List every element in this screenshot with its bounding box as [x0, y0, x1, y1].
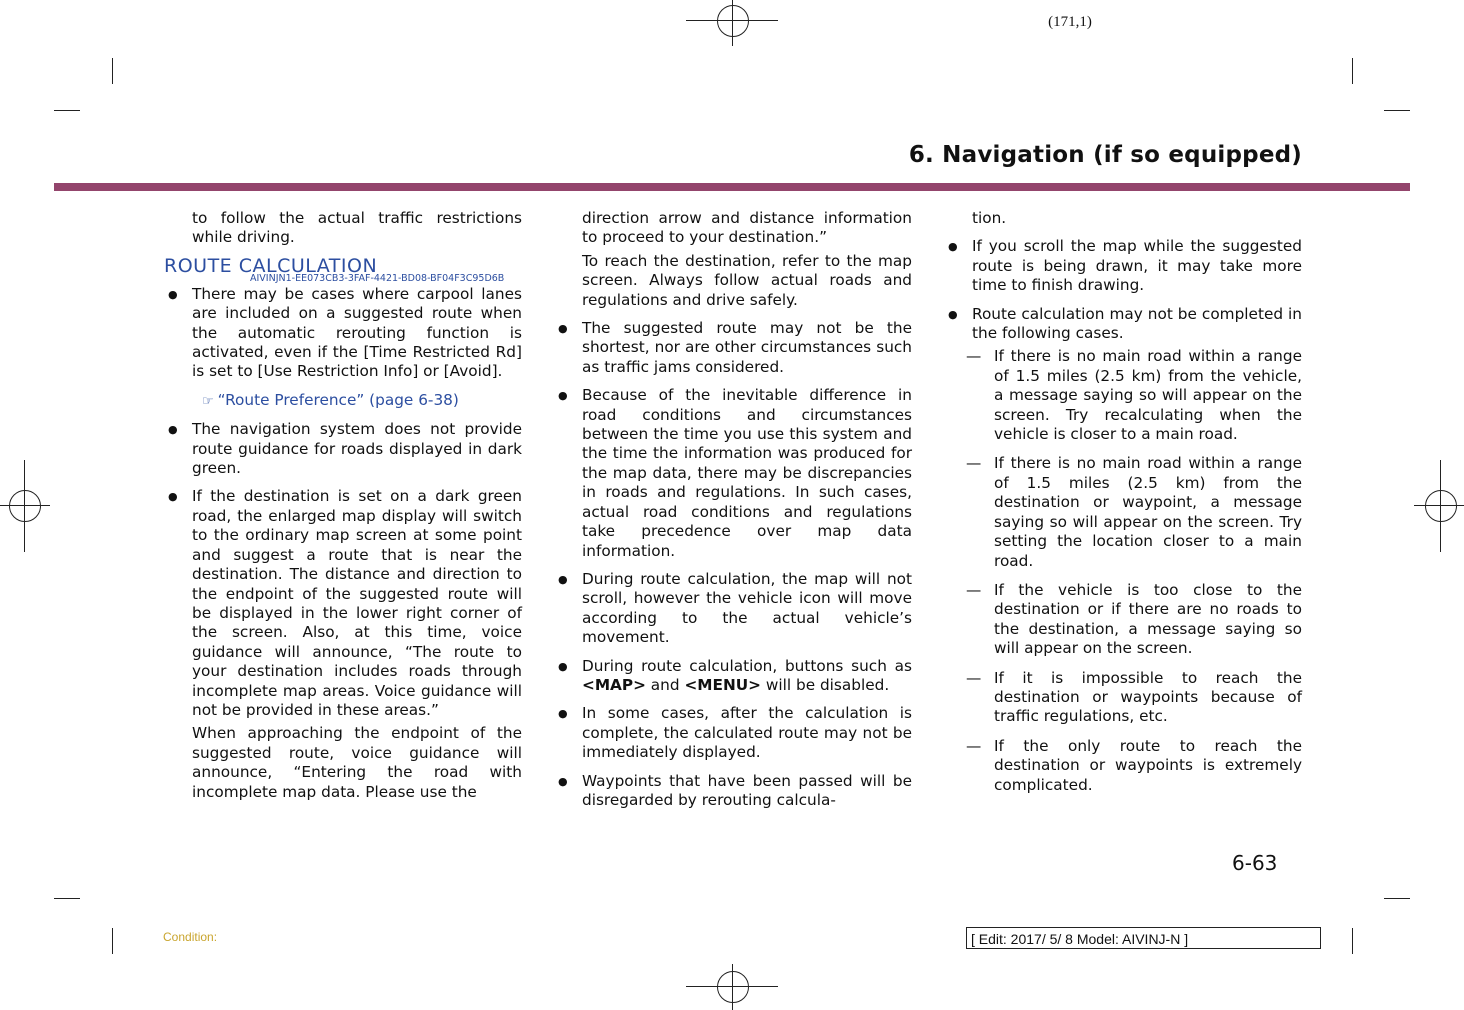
heading-row [164, 254, 522, 284]
header-bar [54, 183, 1410, 191]
list-item-text: If you scroll the map while the suggested route is being drawn, it may take more time to finish drawing. [972, 237, 1302, 295]
sub-list-item-text: If there is no main road within a range of 1.5 miles (2.5 km) from the destination or waypoint, a message saying so will appear on the screen. Try setting the location closer to a main road. [994, 454, 1302, 570]
list-item-text: If the destination is set on a dark green road, the enlarged map display will switch to the ordinary map screen at some point and suggest a route that is near the destination. The distance and direction to the endpoint of the suggested route will be displayed in the lower right corner of the screen. Also, at this time, voice guidance will announce, “The route to your destination includes roads through incomplete map areas. Voice guidance will not be provided in these areas.” [192, 487, 522, 719]
bullet-icon: ● [948, 307, 958, 321]
paragraph: To reach the destination, refer to the map screen. Always follow actual roads and regulations and drive safely. [582, 251, 912, 309]
list-item [164, 487, 522, 720]
list-item [554, 657, 912, 696]
dash-icon: — [966, 347, 982, 366]
sub-list-item [944, 737, 1302, 795]
crop-mark [1352, 928, 1353, 954]
paragraph: When approaching the endpoint of the suggested route, voice guidance will announce, “Entering the road with incomplete map data. Please use the [192, 724, 522, 801]
sub-list-item [944, 581, 1302, 659]
hand-pointer-icon: ☞ [202, 393, 214, 409]
text-fragment: and [650, 675, 680, 694]
sub-list-item-text: If the vehicle is too close to the destination or if there are no roads to the destination, a message saying so will appear on the screen. [994, 580, 1302, 658]
list-item-text: Route calculation may not be completed in the following cases. [972, 304, 1302, 343]
paragraph: to follow the actual traffic restrictions while driving. [192, 209, 522, 247]
dash-icon: — [966, 454, 982, 473]
bullet-icon: ● [948, 240, 958, 254]
list-item [164, 420, 522, 478]
list-item [554, 386, 912, 561]
list-item [554, 704, 912, 762]
sub-list-item [944, 347, 1302, 444]
list-item-text: In some cases, after the calculation is complete, the calculated route may not be immediately displayed. [582, 704, 912, 762]
registration-mark [9, 490, 41, 522]
text-fragment: During route calculation, buttons such as [582, 656, 912, 675]
list-item [944, 305, 1302, 344]
list-item-text: Because of the inevitable difference in road conditions and circumstances between the time you use this system and the time the information was produced for the map data, there may be discrepancies in roads and regulations. In such cases, actual road conditions and regulations take precedence over map data information. [582, 386, 912, 560]
crop-mark [1384, 898, 1410, 899]
crop-mark [112, 58, 113, 84]
column-right [944, 209, 1302, 805]
paragraph: direction arrow and distance information to proceed to your destination.” [582, 209, 912, 247]
bullet-icon: ● [558, 707, 568, 721]
map-key-label: <MAP> [582, 675, 646, 694]
crop-mark [1384, 110, 1410, 111]
dash-icon: — [966, 736, 982, 755]
text-fragment: will be disabled. [765, 675, 890, 694]
page-tag: (171,1) [1048, 14, 1092, 30]
list-item [944, 237, 1302, 295]
condition-label: Condition: [163, 930, 218, 944]
edit-info-box: [ Edit: 2017/ 5/ 8 Model: AIVINJ-N ] [966, 927, 1321, 949]
bullet-icon: ● [168, 423, 178, 437]
list-item [164, 285, 522, 382]
sub-list-item-text: If there is no main road within a range of 1.5 miles (2.5 km) from the vehicle, a message saying so will appear on the screen. Try recalculating when the vehicle is closer to a main road. [994, 347, 1302, 444]
section-heading: ROUTE CALCULATION [164, 254, 378, 277]
dash-icon: — [966, 580, 982, 599]
bullet-icon: ● [168, 490, 178, 504]
cross-reference-link[interactable]: “Route Preference” (page 6-38) [217, 390, 459, 409]
list-item-text: Waypoints that have been passed will be disregarded by rerouting calcula- [582, 771, 912, 809]
bullet-icon: ● [558, 322, 568, 336]
sub-list-item-text: If it is impossible to reach the destination or waypoints because of traffic regulations, etc. [994, 668, 1302, 726]
column-left [164, 209, 522, 811]
bullet-icon: ● [168, 287, 178, 301]
cross-reference[interactable] [164, 391, 522, 411]
bullet-icon: ● [558, 659, 568, 673]
list-item-text: The navigation system does not provide route guidance for roads displayed in dark green. [192, 420, 522, 478]
menu-key-label: <MENU> [684, 675, 761, 694]
bullet-icon: ● [558, 774, 568, 788]
list-item [554, 319, 912, 377]
list-item-text: The suggested route may not be the shortest, nor are other circumstances such as traffic jams considered. [582, 319, 912, 376]
section-title: 6. Navigation (if so equipped) [908, 142, 1302, 168]
page-number: 6-63 [1232, 851, 1278, 875]
list-item-text: During route calculation, the map will not scroll, however the vehicle icon will move according to the actual vehicle’s movement. [582, 569, 912, 647]
column-middle [554, 209, 912, 819]
registration-mark [717, 5, 749, 37]
sub-list-item-text: If the only route to reach the destination or waypoints is extremely complicated. [994, 736, 1302, 794]
list-item [554, 772, 912, 811]
bullet-icon: ● [558, 572, 568, 586]
registration-mark [717, 971, 749, 1003]
paragraph: tion. [972, 209, 1007, 227]
list-item-text: There may be cases where carpool lanes are included on a suggested route when the automatic rerouting function is activated, even if the [Time Restricted Rd] is set to [Use Restriction Info] or [Avoid]. [192, 284, 522, 381]
sub-list-item [944, 454, 1302, 570]
crop-mark [54, 898, 80, 899]
dash-icon: — [966, 668, 982, 687]
bullet-icon: ● [558, 389, 568, 403]
registration-mark [1425, 490, 1457, 522]
list-item [554, 570, 912, 648]
reference-id: AIVINJN1-EE073CB3-3FAF-4421-BD08-BF04F3C95D6B [250, 272, 505, 284]
sub-list-item [944, 669, 1302, 727]
crop-mark [112, 928, 113, 954]
list-item-text [582, 657, 912, 694]
crop-mark [1352, 58, 1353, 84]
crop-mark [54, 110, 80, 111]
